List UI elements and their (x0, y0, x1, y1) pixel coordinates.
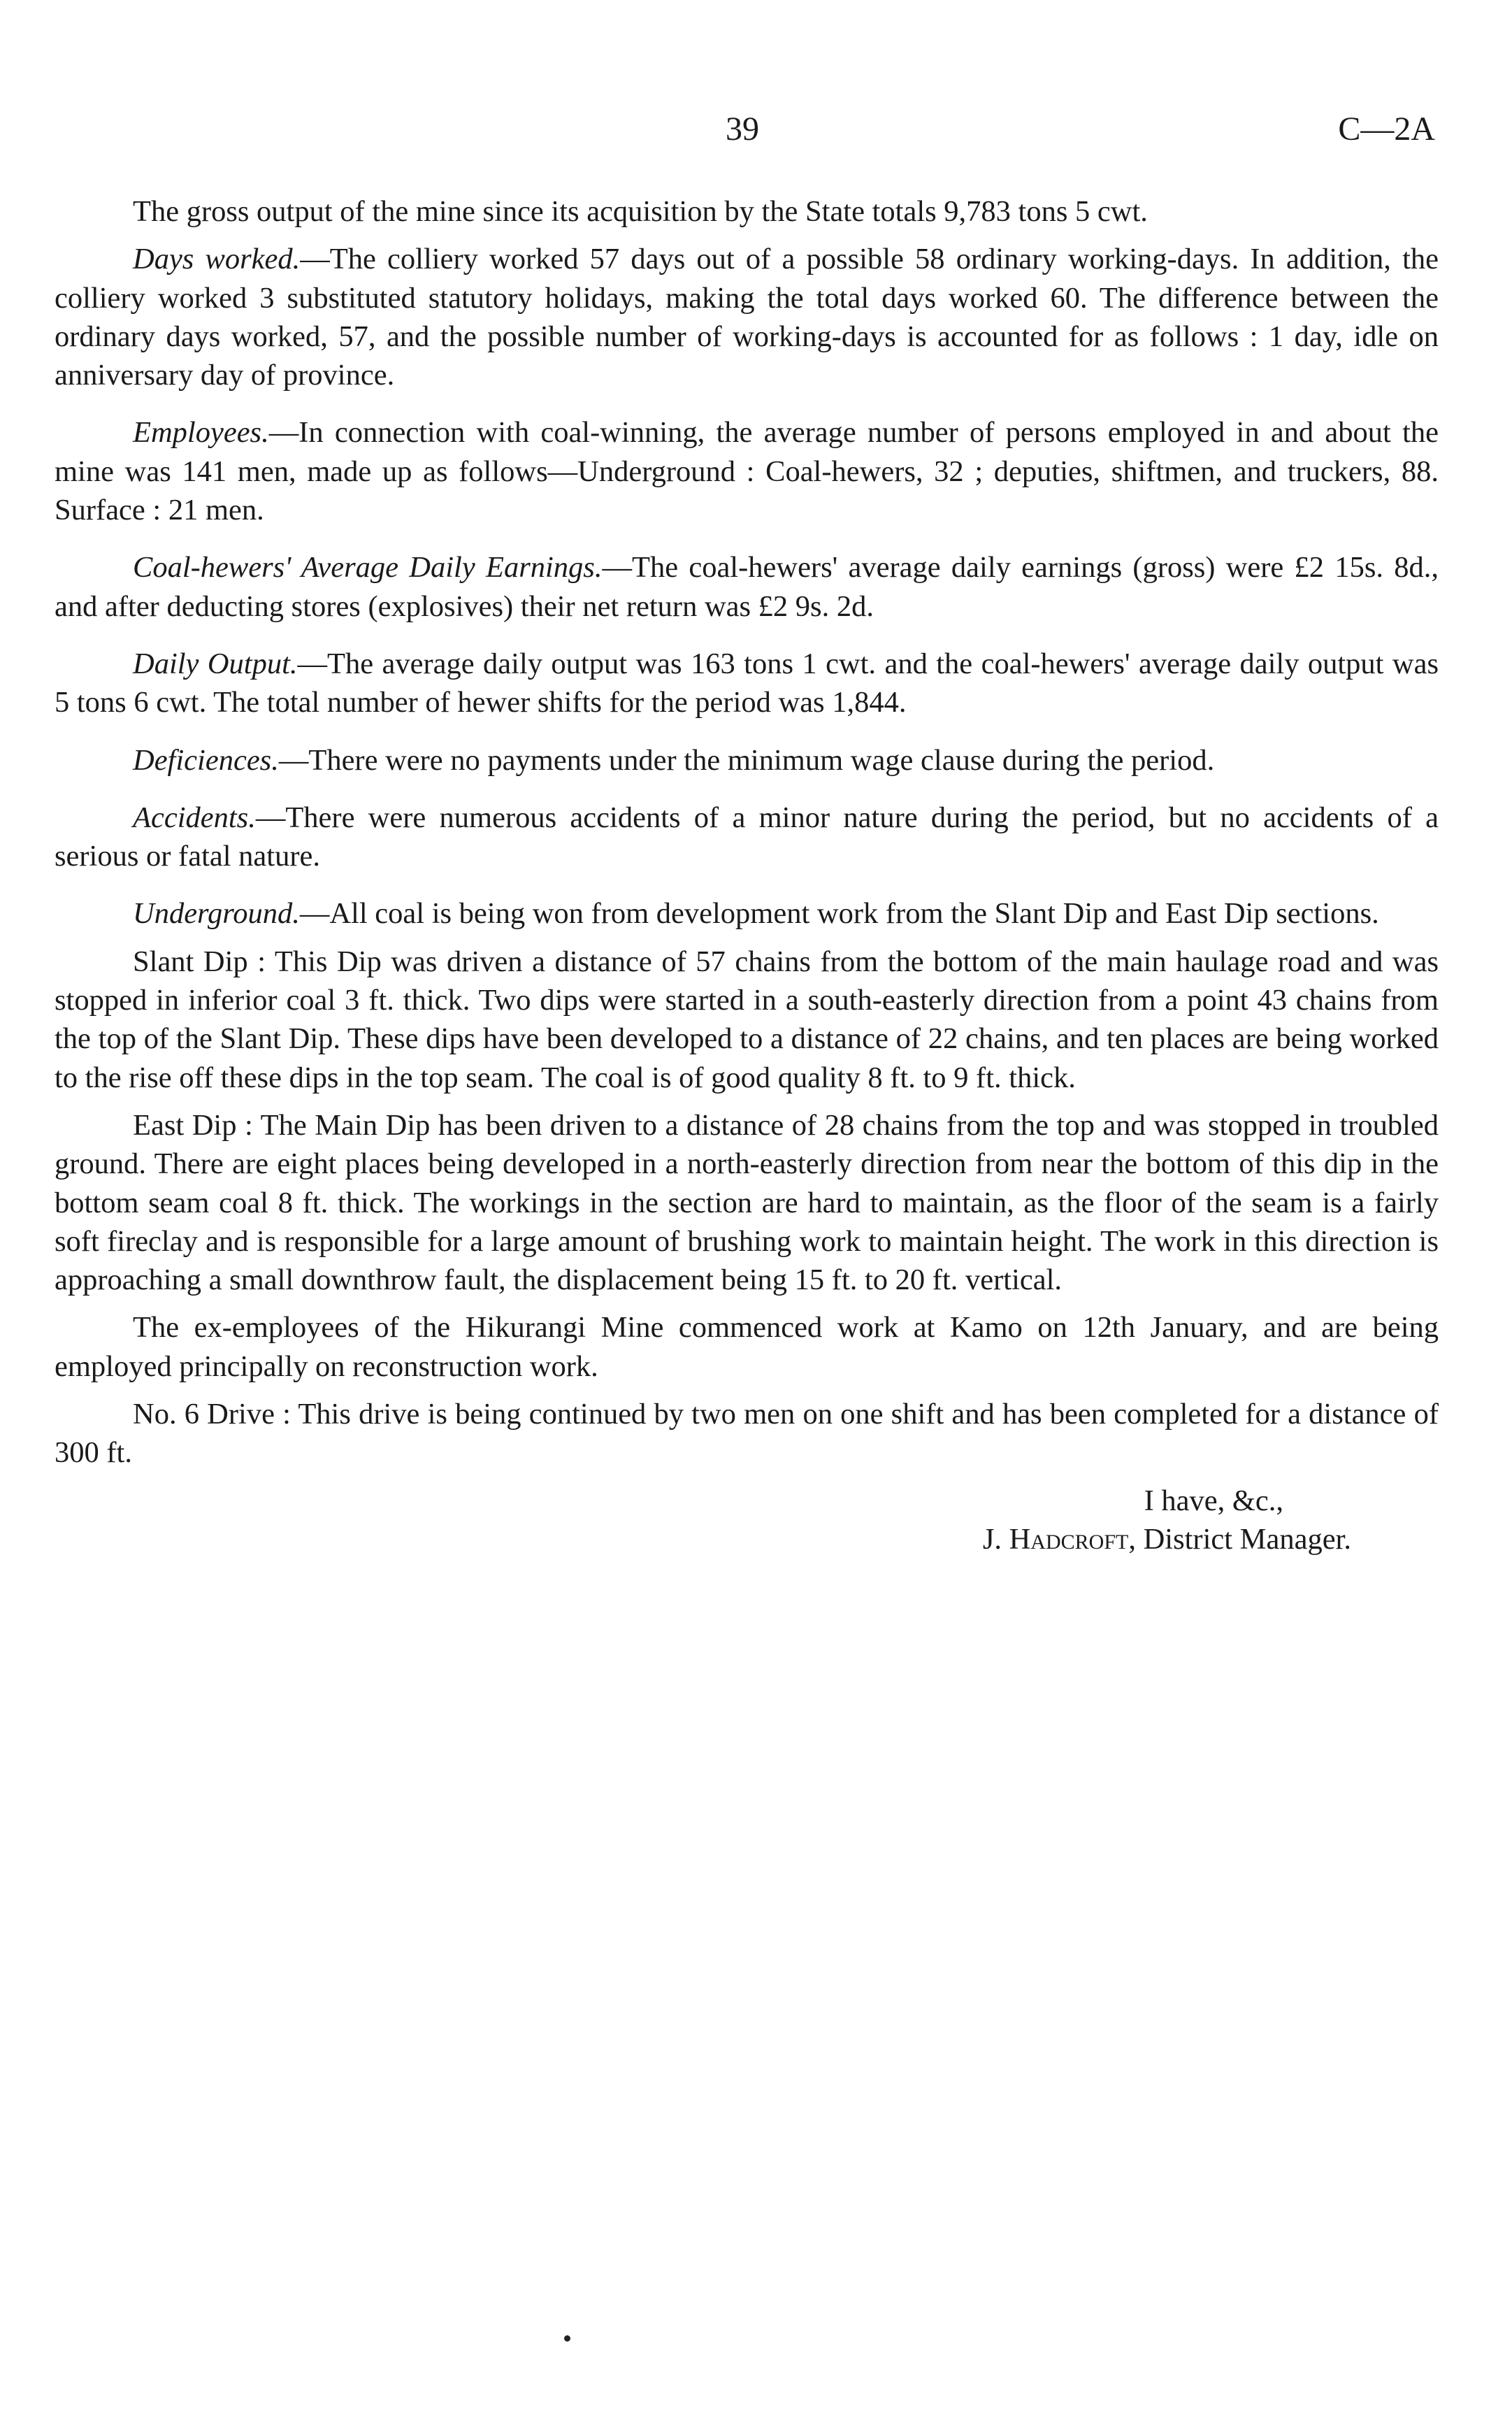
paragraph-text: —The coal-hewers' average daily earnings (gross) were £2 15s. 8d., and after deducting stores (explosives) their net return was £2 9s. 2d. (55, 551, 1439, 623)
signoff (55, 1482, 1439, 1559)
paragraph-heading: Employees. (133, 416, 269, 450)
document-code: C—2A (1338, 110, 1435, 148)
paragraph-heading: Coal-hewers' Average Daily Earnings. (133, 551, 603, 585)
paragraph-text: Slant Dip : This Dip was driven a distance of 57 chains from the bottom of the main haulage road and was stopped in inferior coal 3 ft. thick. Two dips were started in a south-easterly direction from a point 43 chains from the top of the Slant Dip. These dips have been developed to a distance of 22 chains, and ten places are being worked to the rise off these dips in the top seam. The coal is of good quality 8 ft. to 9 ft. thick. (55, 945, 1439, 1094)
closing-line: I have, &c., (1144, 1484, 1283, 1517)
paragraph-text: —There were no payments under the minimum wage clause during the period. (278, 743, 1215, 777)
paragraph-average-earnings (55, 548, 1439, 626)
signature-name: Hadcroft (1009, 1522, 1129, 1556)
report-body (55, 192, 1439, 1558)
paragraph-text: —All coal is being won from development work from the Slant Dip and East Dip sections. (299, 897, 1379, 931)
paragraph-heading: Underground. (133, 897, 300, 931)
paragraph-days-worked (55, 240, 1439, 394)
paragraph-text: —The average daily output was 163 tons 1 cwt. and the coal-hewers' average daily output was 5 tons 6 cwt. The total number of hewer shifts for the period was 1,844. (55, 647, 1439, 719)
page-number: 39 (726, 110, 759, 148)
paragraph-text: The gross output of the mine since its acquisition by the State totals 9,783 tons 5 cwt. (133, 195, 1148, 228)
paragraph-gross-output (55, 192, 1439, 231)
signature-line (55, 1520, 1439, 1558)
paragraph-text: East Dip : The Main Dip has been driven to a distance of 28 chains from the top and was stopped in troubled ground. There are eight places being developed in a north-easterly direction from near the bottom of this dip in the bottom seam coal 8 ft. thick. The workings in the section are hard to maintain, as the floor of the seam is a fairly soft fireclay and is responsible for a large amount of brushing work to maintain height. The work in this direction is approaching a small downthrow fault, the displacement being 15 ft. to 20 ft. vertical. (55, 1108, 1439, 1297)
paragraph-text: —There were numerous accidents of a minor nature during the period, but no accidents of a serious or fatal nature. (55, 801, 1439, 873)
paragraph-daily-output (55, 645, 1439, 722)
paragraph-east-dip (55, 1106, 1439, 1299)
paragraph-heading: Daily Output. (133, 647, 298, 680)
paragraph-text: The ex-employees of the Hikurangi Mine commenced work at Kamo on 12th January, and are being employed principally on reconstruction work. (55, 1311, 1439, 1383)
print-speck (564, 2335, 570, 2342)
paragraph-underground (55, 894, 1439, 933)
paragraph-text: —In connection with coal-winning, the average number of persons employed in and about the mine was 141 men, made up as follows—Underground : Coal-hewers, 32 ; deputies, shiftmen, and truckers, 88. Surface : 21 men. (55, 416, 1439, 527)
paragraph-no6-drive (55, 1395, 1439, 1472)
signature-title: , District Manager. (1128, 1522, 1351, 1556)
paragraph-slant-dip (55, 943, 1439, 1097)
paragraph-text: —The colliery worked 57 days out of a possible 58 ordinary working-days. In addition, the colliery worked 3 substituted statutory holidays, making the total days worked 60. The difference between the ordinary days worked, 57, and the possible number of working-days is accounted for as follows : 1 day, idle on anniversary day of province. (55, 243, 1439, 392)
page-header (55, 105, 1435, 154)
paragraph-heading: Days worked. (133, 243, 301, 276)
paragraph-employees (55, 413, 1439, 529)
paragraph-heading: Accidents. (133, 801, 256, 834)
paragraph-heading: Deficiences. (133, 743, 279, 777)
paragraph-ex-employees (55, 1308, 1439, 1386)
signature-initial: J. (982, 1522, 1009, 1556)
paragraph-deficiences (55, 741, 1439, 780)
paragraph-text: No. 6 Drive : This drive is being continued by two men on one shift and has been completed for a distance of 300 ft. (55, 1398, 1439, 1470)
paragraph-accidents (55, 798, 1439, 876)
